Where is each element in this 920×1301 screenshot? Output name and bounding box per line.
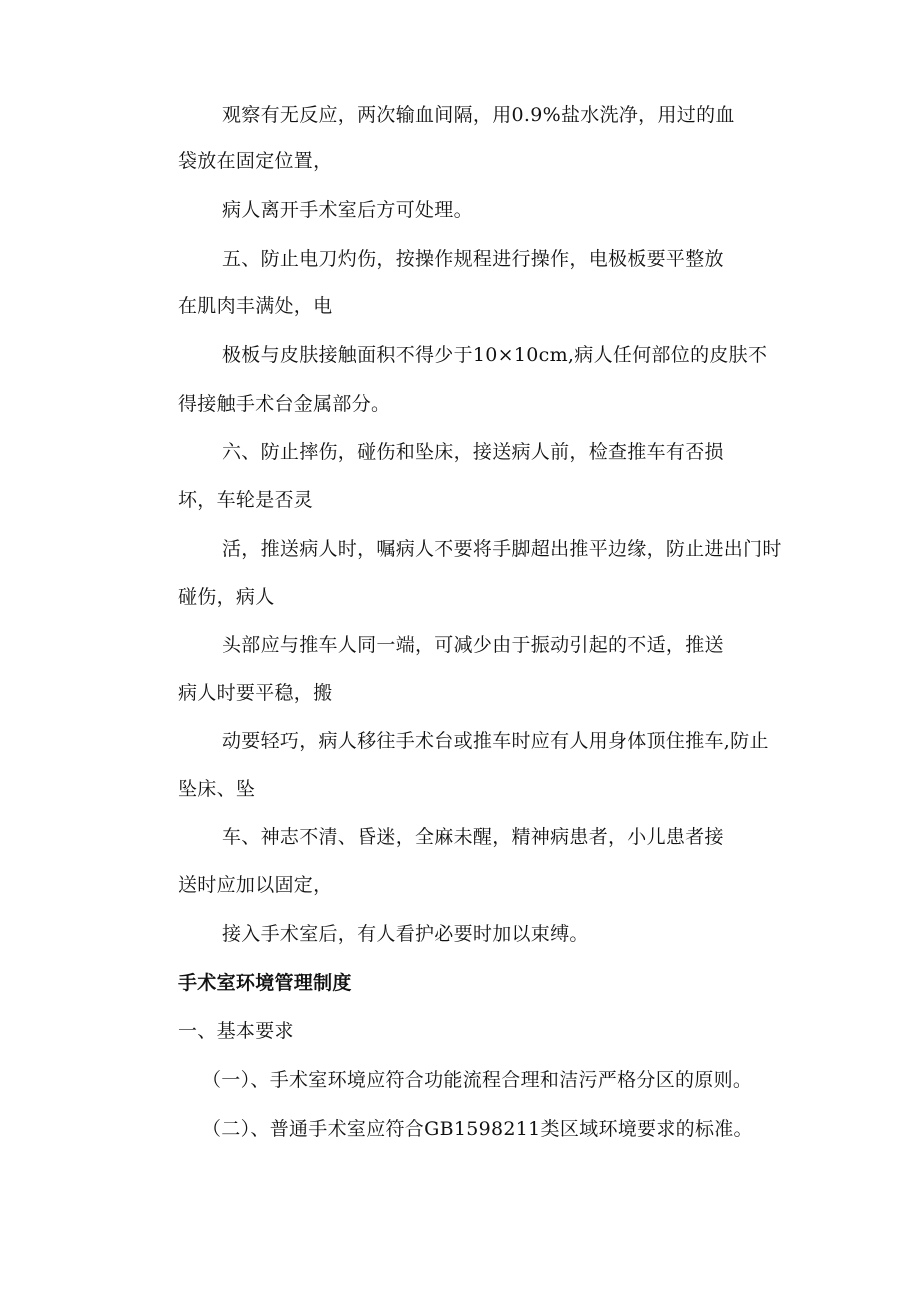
paragraph-line: 动要轻巧，病人移往手术台或推车时应有人用身体顶住推车,防止 bbox=[222, 730, 769, 752]
paragraph-line: 极板与皮肤接触面积不得少于10×10cm,病人任何部位的皮肤不 bbox=[222, 344, 768, 366]
paragraph-line: 六、防止摔伤，碰伤和坠床，接送病人前，检查推车有否损 bbox=[222, 441, 724, 463]
list-item: （二）、普通手术室应符合GB1598211类区域环境要求的标准。 bbox=[202, 1118, 753, 1140]
section-title: 手术室环境管理制度 bbox=[178, 972, 352, 994]
paragraph-line: 送时应加以固定， bbox=[178, 874, 333, 896]
paragraph-line: 病人时要平稳，搬 bbox=[178, 682, 333, 704]
paragraph-line: 袋放在固定位置， bbox=[178, 150, 333, 172]
paragraph-line: 车、神志不清、昏迷，全麻未醒，精神病患者，小儿患者接 bbox=[222, 826, 724, 848]
paragraph-line: 观察有无反应，两次输血间隔，用0.9%盐水洗净，用过的血 bbox=[222, 104, 735, 126]
paragraph-line: 病人离开手术室后方可处理。 bbox=[222, 199, 473, 221]
paragraph-line: 碰伤，病人 bbox=[178, 586, 275, 608]
paragraph-line: 五、防止电刀灼伤，按操作规程进行操作，电极板要平整放 bbox=[222, 248, 724, 270]
paragraph-line: 坠床、坠 bbox=[178, 778, 256, 800]
paragraph-line: 坏，车轮是否灵 bbox=[178, 489, 314, 511]
paragraph-line: 接入手术室后，有人看护必要时加以束缚。 bbox=[222, 923, 589, 945]
paragraph-line: 在肌肉丰满处，电 bbox=[178, 295, 333, 317]
paragraph-line: 得接触手术台金属部分。 bbox=[178, 393, 391, 415]
paragraph-line: 活，推送病人时，嘱病人不要将手脚超出推平边缘，防止进出门时 bbox=[222, 538, 782, 560]
paragraph-line: 头部应与推车人同一端，可减少由于振动引起的不适，推送 bbox=[222, 634, 724, 656]
list-item: （一）、手术室环境应符合功能流程合理和洁污严格分区的原则。 bbox=[202, 1069, 753, 1091]
subsection-title: 一、基本要求 bbox=[178, 1020, 294, 1042]
